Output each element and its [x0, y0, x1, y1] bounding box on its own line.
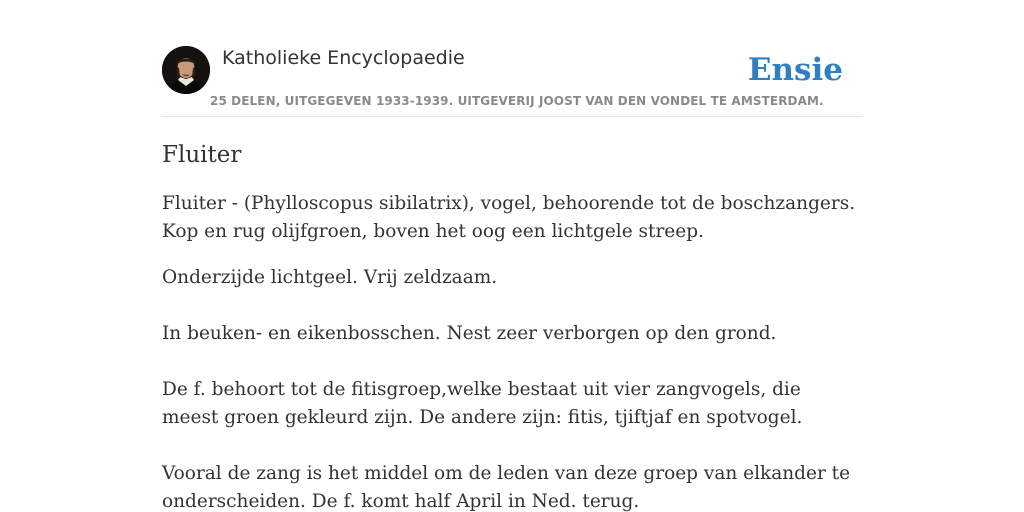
article-title: Fluiter — [162, 142, 242, 168]
article-paragraph: In beuken- en eikenbosschen. Nest zeer verborgen op den grond. — [162, 323, 777, 344]
source-avatar[interactable] — [162, 46, 210, 94]
article — [162, 138, 862, 512]
article-paragraph: De f. behoort tot de fitisgroep,welke bestaat uit vier zangvogels, die meest groen gekleurd zijn. De andere zijn: fitis, tjiftjaf en spotvogel. — [162, 379, 803, 428]
source-title[interactable]: Katholieke Encyclopaedie — [222, 47, 465, 69]
article-paragraph: Onderzijde lichtgeel. Vrij zeldzaam. — [162, 267, 498, 288]
ensie-logo[interactable]: Ensie — [747, 52, 843, 88]
portrait-icon — [162, 46, 210, 94]
source-header — [162, 46, 862, 117]
source-subtitle: 25 DELEN, UITGEGEVEN 1933-1939. UITGEVERIJ JOOST VAN DEN VONDEL TE AMSTERDAM. — [210, 94, 824, 108]
article-paragraph: Fluiter - (Phylloscopus sibilatrix), vogel, behoorende tot de boschzangers. Kop en rug olijfgroen, boven het oog een lichtgele streep. — [162, 193, 856, 242]
article-paragraph: Vooral de zang is het middel om de leden van deze groep van elkander te onderscheiden. De f. komt half April in Ned. terug. — [162, 463, 851, 512]
